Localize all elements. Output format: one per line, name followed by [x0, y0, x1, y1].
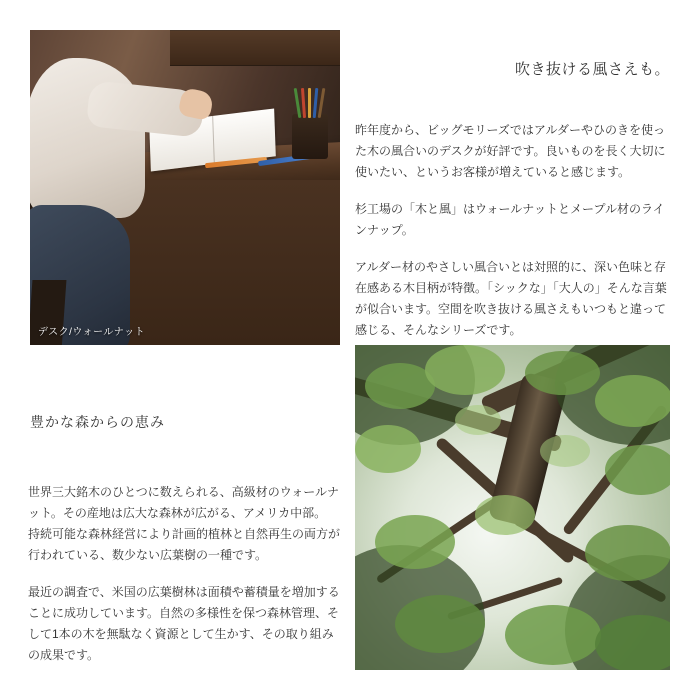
- right-copy-block: [355, 120, 670, 357]
- right-paragraph-1: 昨年度から、ビッグモリーズではアルダーやひのきを使った木の風合いのデスクが好評です。良いものを長く大切に使いたい、というお客様が増えていると感じます。: [355, 123, 666, 179]
- left-paragraph-1: 世界三大銘木のひとつに数えられる、高級材のウォールナット。その産地は広大な森林が広がる、アメリカ中部。 持続可能な森林経営により計画的植林と自然再生の両方が行われている、数少ない広葉樹の一種です。: [28, 485, 341, 562]
- pen-cup: [292, 114, 328, 159]
- photo-caption: デスク/ウォールナット: [38, 327, 146, 338]
- desk-drawer: [170, 30, 340, 66]
- canopy-layer: [355, 345, 670, 670]
- section-heading: 豊かな森からの恵み: [30, 414, 165, 430]
- left-paragraph-2: 最近の調査で、米国の広葉樹林は面積や蓄積量を増加することに成功しています。自然の多様性を保つ森林管理、そして1本の木を無駄なく資源として生かす、その取り組みの成果です。: [28, 585, 340, 662]
- desk-walnut-photo: [30, 30, 340, 345]
- left-copy-block: [28, 482, 340, 682]
- person-torso: [30, 58, 145, 218]
- right-paragraph-2: 杉工場の「木と風」はウォールナットとメープル材のラインナップ。: [355, 202, 665, 237]
- right-paragraph-3: アルダー材のやさしい風合いとは対照的に、深い色味と存在感ある木目柄が特徴。「シックな」「大人の」そんな言葉が似合います。空間を吹き抜ける風さえもいつもと違って感じる、そんなシリーズです。: [355, 260, 667, 337]
- pens-in-cup: [294, 84, 328, 118]
- page-headline: 吹き抜ける風さえも。: [514, 61, 670, 78]
- forest-canopy-photo: [355, 345, 670, 670]
